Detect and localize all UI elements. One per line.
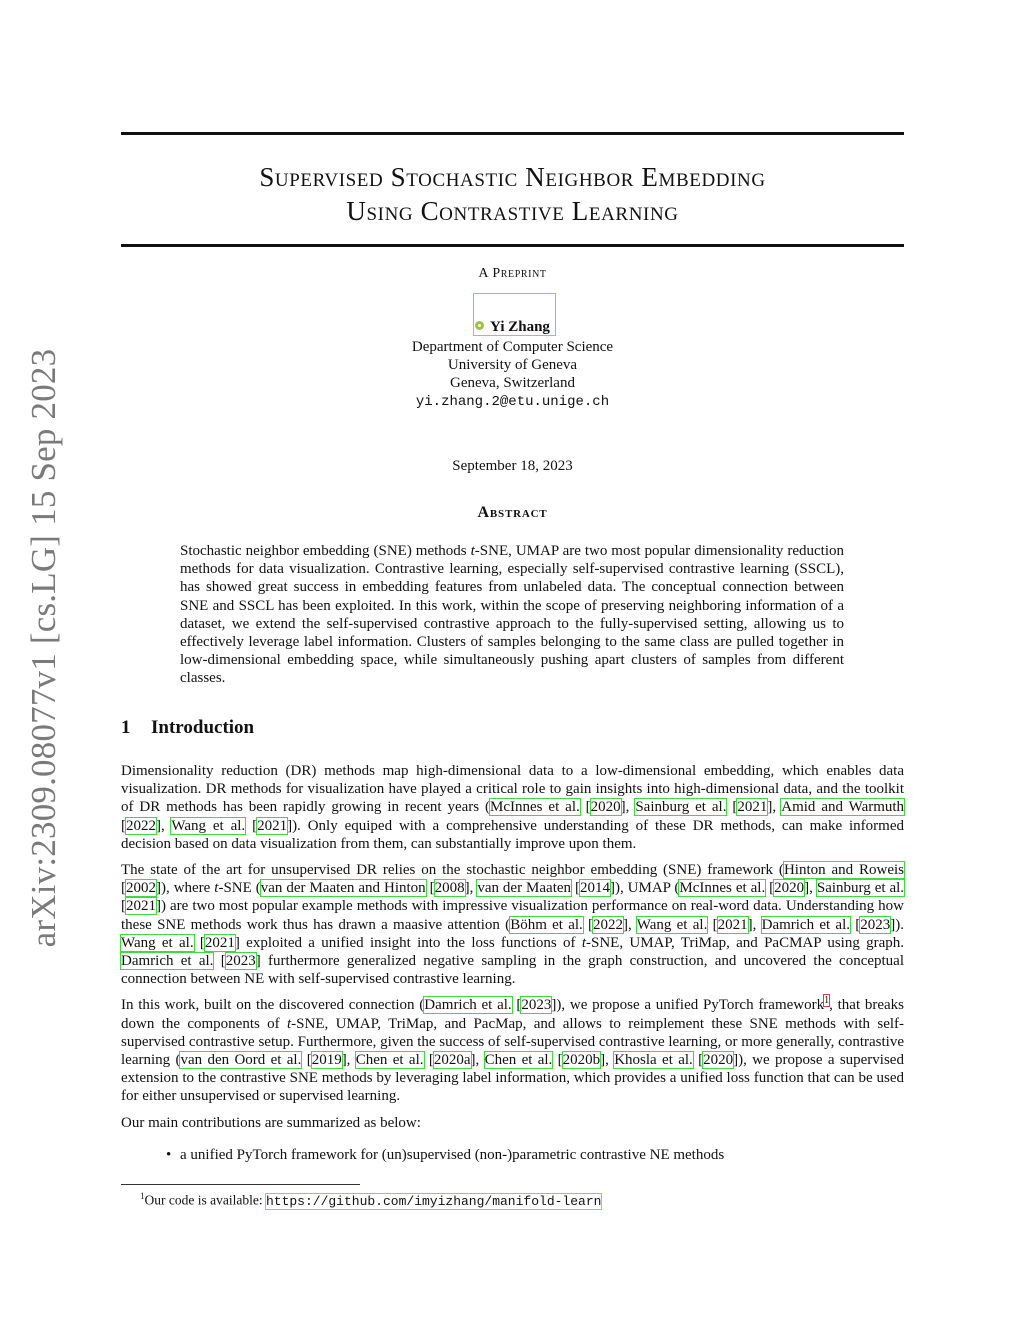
citation-year-link[interactable]: 2023	[521, 997, 552, 1014]
contributions-list	[121, 1146, 904, 1164]
paragraph-2: The state of the art for unsupervised DR relies on the stochastic neighbor embedding (SNE) framework (Hinton and Roweis [2002]), where t-SNE (van der Maaten and Hinton [2008], van der Maaten [2014]), UMAP (McInnes et al. [2020], Sainburg et al. [2021]) are two most popular example methods with impressive visualization performance on real-word data. Understanding how these SNE methods work thus has drawn a maasive attention (Böhm et al. [2022], Wang et al. [2021], Damrich et al. [2023]). Wang et al. [2021] exploited a unified insight into the loss functions of t-SNE, UMAP, TriMap, and PaCMAP using graph. Damrich et al. [2023] furthermore generalized negative sampling in the graph construction, and uncovered the conceptual connection between NE with self-supervised contrastive learning.	[121, 862, 905, 988]
citation-link[interactable]: McInnes et al.	[490, 799, 580, 816]
paper-date: September 18, 2023	[452, 458, 573, 474]
citation-year-link[interactable]: 2021	[126, 898, 156, 915]
citation-year-link[interactable]: 2023	[225, 953, 256, 970]
author-university: University of Geneva	[447, 357, 578, 374]
paper-title	[121, 160, 904, 228]
preprint-label: A Preprint	[478, 266, 547, 281]
footnote-mark: 1	[140, 1191, 145, 1201]
paragraph-4: Our main contributions are summarized as below:	[121, 1114, 421, 1131]
abstract-heading: Abstract	[477, 504, 548, 521]
citation-link[interactable]: Chen et al.	[484, 1052, 553, 1069]
citation-year-link[interactable]: 2014	[579, 880, 610, 897]
arxiv-identifier: arXiv:2309.08077v1 [cs.LG] 15 Sep 2023	[24, 348, 63, 948]
title-line-2: Using Contrastive Learning	[346, 196, 679, 226]
orcid-icon[interactable]	[475, 321, 484, 330]
title-bottom-rule	[121, 244, 904, 247]
author-name-line[interactable]	[121, 318, 904, 336]
code-url-link[interactable]: https://github.com/imyizhang/manifold-learn	[265, 1193, 602, 1209]
citation-link[interactable]: van der Maaten	[477, 880, 572, 897]
author-affiliation	[121, 338, 904, 411]
citation-link[interactable]: Wang et al.	[171, 817, 246, 834]
footnote-reference[interactable]: 1	[824, 995, 830, 1007]
title-line-1: Supervised Stochastic Neighbor Embedding	[259, 162, 766, 192]
author-name[interactable]: Yi Zhang	[490, 319, 550, 335]
citation-link[interactable]: Wang et al.	[121, 934, 194, 951]
citation-link[interactable]: Wang et al.	[636, 916, 708, 933]
citation-year-link[interactable]: 2002	[126, 880, 156, 897]
citation-year-link[interactable]: 2019	[311, 1052, 342, 1069]
citation-link[interactable]: Sainburg et al.	[635, 799, 727, 816]
citation-link[interactable]: van den Oord et al.	[180, 1052, 302, 1069]
citation-year-link[interactable]: 2023	[860, 916, 891, 933]
citation-link[interactable]: Damrich et al.	[761, 916, 851, 933]
citation-link[interactable]: Khosla et al.	[614, 1052, 693, 1069]
citation-link[interactable]: Damrich et al.	[121, 953, 214, 970]
paragraph-1: Dimensionality reduction (DR) methods map high-dimensional data to a low-dimensional embedding, which enables data visualization. DR methods for visualization have played a critical role to gain insights into high-dimensional data, and the toolkit of DR methods has been rapidly growing in recent years (McInnes et al. [2020], Sainburg et al. [2021], Amid and Warmuth [2022], Wang et al. [2021]). Only equiped with a comprehensive understanding of these DR methods, can make informed decision based on data visualization from them, can substantially improve upon them.	[121, 763, 905, 852]
author-location: Geneva, Switzerland	[450, 375, 575, 392]
citation-link[interactable]: Böhm et al.	[510, 916, 583, 933]
section-title: Introduction	[151, 717, 255, 738]
title-top-rule	[121, 132, 904, 135]
section-number: 1	[121, 717, 131, 738]
citation-year-link[interactable]: 2021	[257, 817, 288, 834]
author-email: yi.zhang.2@etu.unige.ch	[415, 393, 610, 410]
footnote-rule	[121, 1184, 360, 1185]
list-item: • a unified PyTorch framework for (un)supervised (non-)parametric contrastive NE methods	[121, 1146, 904, 1164]
author-department: Department of Computer Science	[411, 339, 614, 355]
introduction-body	[121, 762, 904, 1164]
citation-link[interactable]: McInnes et al.	[679, 880, 766, 897]
section-heading-introduction	[121, 717, 254, 739]
citation-year-link[interactable]: 2020a	[433, 1052, 471, 1069]
citation-year-link[interactable]: 2020	[703, 1052, 734, 1069]
paragraph-3: In this work, built on the discovered connection (Damrich et al. [2023]), we propose a unified PyTorch framework$^1$, that breaks down the components of t-SNE, UMAP, TriMap, and PacMap, and allows to reimplement these SNE methods with self-supervised contrastive setup. Furthermore, given the success of self-supervised contrastive learning, or more generally, contrastive learning (van den Oord et al. [2019], Chen et al. [2020a], Chen et al. [2020b], Khosla et al. [2020]), we propose a supervised extension to the contrastive SNE methods by leveraging label information, which provides a unified loss function that can be used for either unsupervised or supervised learning.	[121, 995, 905, 1105]
citation-year-link[interactable]: 2022	[593, 916, 624, 933]
citation-link[interactable]: Hinton and Roweis	[783, 862, 905, 879]
citation-year-link[interactable]: 2020	[774, 880, 805, 897]
citation-year-link[interactable]: 2021	[737, 799, 768, 816]
citation-year-link[interactable]: 2021	[204, 934, 235, 951]
citation-year-link[interactable]: 2008	[434, 880, 465, 897]
abstract-text: Stochastic neighbor embedding (SNE) methods t-SNE, UMAP are two most popular dimensionality reduction methods for data visualization. Contrastive learning, especially self-supervised contrastive learning (SSCL), has showed great success in embedding features from unlabeled data. The conceptual connection between SNE and SSCL has been exploited. In this work, within the scope of preserving neighboring information of a dataset, we extend the self-supervised contrastive approach to the fully-supervised setting, allowing us to effectively leverage label information. Clusters of samples belonging to the same class are pulled together in low-dimensional embedding space, while simultaneously pushing apart clusters of samples from different classes.	[180, 543, 844, 687]
citation-link[interactable]: Damrich et al.	[424, 997, 512, 1014]
citation-link[interactable]: Chen et al.	[355, 1052, 424, 1069]
citation-link[interactable]: Amid and Warmuth	[781, 799, 905, 816]
citation-year-link[interactable]: 2021	[717, 916, 748, 933]
citation-year-link[interactable]: 2020	[590, 799, 621, 816]
citation-link[interactable]: van der Maaten and Hinton	[260, 880, 426, 897]
footnote-text: Our code is available:	[144, 1192, 266, 1208]
citation-year-link[interactable]: 2022	[126, 817, 156, 834]
citation-year-link[interactable]: 2020b	[562, 1052, 601, 1069]
citation-link[interactable]: Sainburg et al.	[816, 880, 905, 897]
footnote	[140, 1191, 601, 1209]
